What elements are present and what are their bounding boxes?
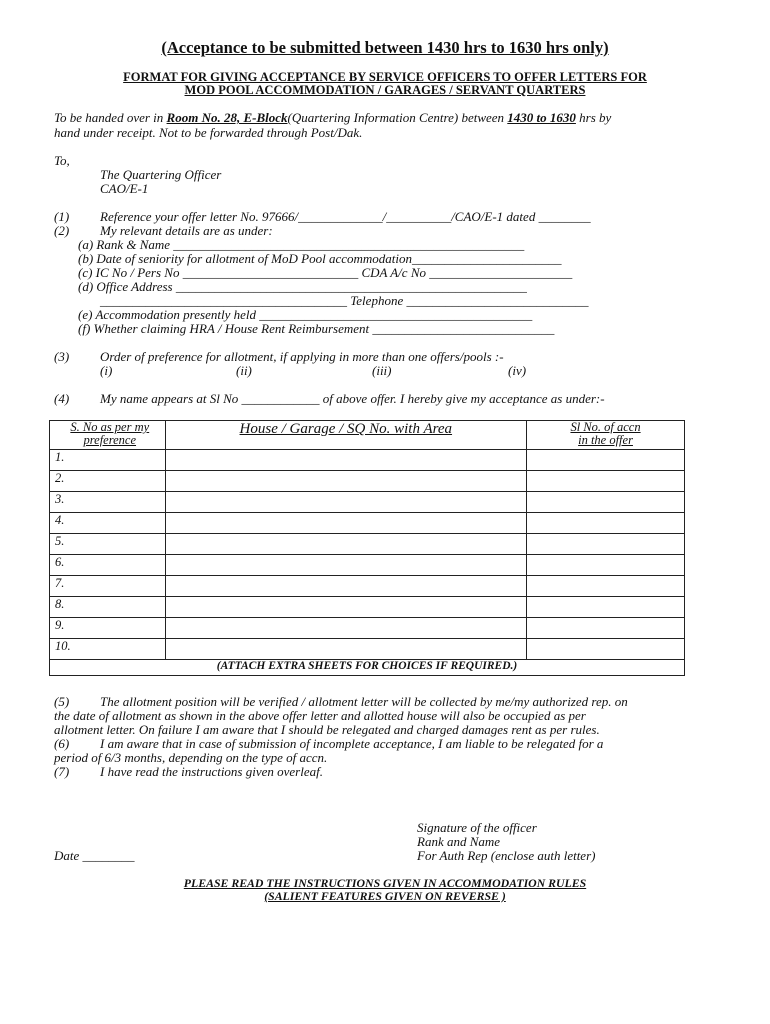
table-row (50, 471, 685, 492)
table-row (50, 639, 685, 660)
item-6-line1: I am aware that in case of submission of incomplete acceptance, I am liable to be relegated for a (100, 736, 604, 751)
preference-iv: (iv) (508, 363, 527, 378)
table-row (50, 534, 685, 555)
rank-and-name-label: Rank and Name (417, 834, 501, 849)
format-heading-line2: MOD POOL ACCOMMODATION / GARAGES / SERVANT QUARTERS (184, 83, 586, 97)
house-cell[interactable] (165, 534, 527, 555)
item-7-text: I have read the instructions given overleaf. (100, 764, 323, 779)
page-title: (Acceptance to be submitted between 1430 hrs to 1630 hrs only) (161, 38, 609, 57)
table-row (50, 492, 685, 513)
instructions-note-line2: (SALIENT FEATURES GIVEN ON REVERSE ) (264, 889, 506, 903)
col-header-sl-no-line2: in the offer (578, 433, 633, 447)
col-header-house: House / Garage / SQ No. with Area (165, 421, 527, 450)
item-4-number: (4) (54, 391, 70, 406)
hra-claim-field[interactable]: (f) Whether claiming HRA / House Rent Reimbursement ____________________________ (78, 321, 555, 336)
col-header-sl-no-line1: Sl No. of accn (570, 420, 641, 434)
table-row (50, 555, 685, 576)
house-cell[interactable] (165, 555, 527, 576)
ic-cda-field[interactable]: (c) IC No / Pers No ___________________________ CDA A/c No ______________________ (78, 265, 573, 280)
address-to: To, (54, 153, 70, 168)
auth-rep-label: For Auth Rep (enclose auth letter) (417, 848, 596, 863)
intro-line1 (54, 110, 718, 126)
accn-sl-cell[interactable] (527, 492, 685, 513)
item-5-line1: The allotment position will be verified / allotment letter will be collected by me/my authorized rep. on (100, 694, 628, 709)
item-5-line3: allotment letter. On failure I am aware that I should be relegated and charged damages rent as per rules. (54, 722, 600, 737)
intro-text-part3: hrs by (575, 110, 612, 125)
intro-line2: hand under receipt. Not to be forwarded through Post/Dak. (54, 125, 363, 140)
house-cell[interactable] (165, 513, 527, 534)
item-5-number: (5) (54, 694, 70, 709)
row-serial: 5. (50, 534, 166, 555)
format-heading-line1: FORMAT FOR GIVING ACCEPTANCE BY SERVICE OFFICERS TO OFFER LETTERS FOR (123, 70, 647, 84)
accn-sl-cell[interactable] (527, 555, 685, 576)
address-office: CAO/E-1 (100, 181, 149, 196)
house-cell[interactable] (165, 576, 527, 597)
row-serial: 1. (50, 450, 166, 471)
accn-sl-cell[interactable] (527, 450, 685, 471)
attach-extra-sheets-note: (ATTACH EXTRA SHEETS FOR CHOICES IF REQUIRED.) (50, 660, 685, 676)
office-address-field[interactable]: (d) Office Address ______________________________________________________ (78, 279, 527, 294)
house-cell[interactable] (165, 639, 527, 660)
col-header-serial-line2: preference (83, 433, 137, 447)
table-row (50, 618, 685, 639)
row-serial: 8. (50, 597, 166, 618)
preference-table (49, 420, 685, 676)
row-serial: 9. (50, 618, 166, 639)
table-row (50, 450, 685, 471)
row-serial: 7. (50, 576, 166, 597)
item-4-text: My name appears at Sl No ____________ of above offer. I hereby give my acceptance as under:- (100, 391, 605, 406)
intro-room: Room No. 28, E-Block (166, 110, 288, 125)
col-header-serial-line1: S. No as per my (70, 420, 150, 434)
item-7-number: (7) (54, 764, 70, 779)
row-serial: 3. (50, 492, 166, 513)
accn-sl-cell[interactable] (527, 471, 685, 492)
signature-label: Signature of the officer (417, 820, 537, 835)
item-6-number: (6) (54, 736, 70, 751)
telephone-field[interactable]: ______________________________________ Telephone ____________________________ (100, 293, 589, 308)
address-officer: The Quartering Officer (100, 167, 222, 182)
table-header-row (50, 421, 685, 450)
house-cell[interactable] (165, 618, 527, 639)
item-1-number: (1) (54, 209, 70, 224)
table-row (50, 576, 685, 597)
row-serial: 6. (50, 555, 166, 576)
rank-name-field[interactable]: (a) Rank & Name ______________________________________________________ (78, 237, 525, 252)
table-row (50, 597, 685, 618)
date-field[interactable]: Date ________ (54, 848, 135, 863)
item-6-line2: period of 6/3 months, depending on the type of accn. (54, 750, 328, 765)
table-row (50, 513, 685, 534)
house-cell[interactable] (165, 450, 527, 471)
row-serial: 2. (50, 471, 166, 492)
accn-sl-cell[interactable] (527, 576, 685, 597)
row-serial: 4. (50, 513, 166, 534)
item-1-offer-reference: Reference your offer letter No. 97666/_____________/__________/CAO/E-1 dated ________ (100, 209, 591, 224)
house-cell[interactable] (165, 471, 527, 492)
item-2-text: My relevant details are as under: (100, 223, 273, 238)
accn-sl-cell[interactable] (527, 597, 685, 618)
item-3-text: Order of preference for allotment, if applying in more than one offers/pools :- (100, 349, 504, 364)
house-cell[interactable] (165, 597, 527, 618)
intro-text-part2: (Quartering Information Centre) between (287, 110, 508, 125)
instructions-note-line1: PLEASE READ THE INSTRUCTIONS GIVEN IN ACCOMMODATION RULES (183, 876, 587, 890)
accn-sl-cell[interactable] (527, 534, 685, 555)
item-5-line2: the date of allotment as shown in the above offer letter and allotted house will also be occupied as per (54, 708, 586, 723)
accn-sl-cell[interactable] (527, 513, 685, 534)
item-3-number: (3) (54, 349, 70, 364)
house-cell[interactable] (165, 492, 527, 513)
preference-i: (i) (100, 363, 113, 378)
accommodation-held-field[interactable]: (e) Accommodation presently held __________________________________________ (78, 307, 533, 322)
item-2-number: (2) (54, 223, 70, 238)
table-footer-row (50, 660, 685, 676)
accn-sl-cell[interactable] (527, 639, 685, 660)
col-header-serial (50, 421, 166, 450)
preference-iii: (iii) (372, 363, 392, 378)
preference-ii: (ii) (236, 363, 252, 378)
row-serial: 10. (50, 639, 166, 660)
accn-sl-cell[interactable] (527, 618, 685, 639)
intro-hours: 1430 to 1630 (507, 110, 576, 125)
seniority-date-field[interactable]: (b) Date of seniority for allotment of MoD Pool accommodation_______________________ (78, 251, 562, 266)
col-header-sl-no (527, 421, 685, 450)
intro-text-part1: To be handed over in (54, 110, 167, 125)
